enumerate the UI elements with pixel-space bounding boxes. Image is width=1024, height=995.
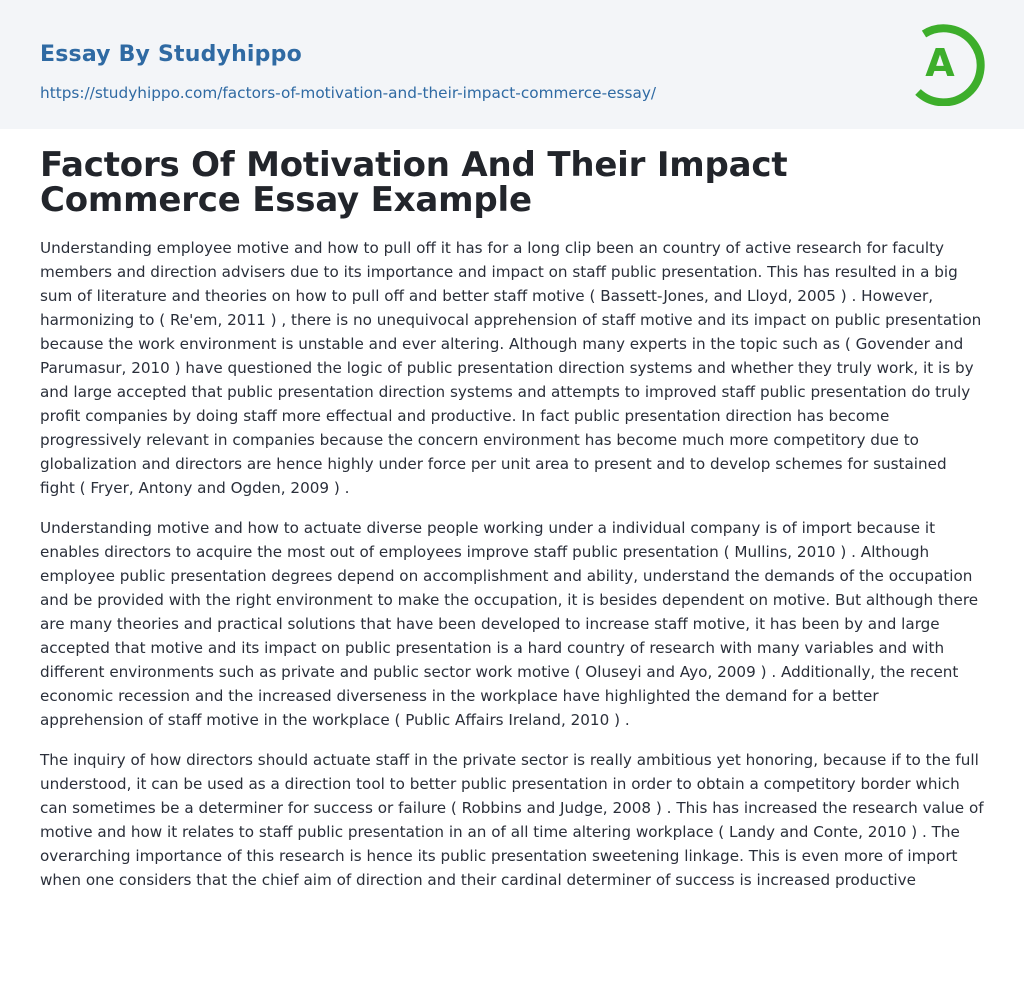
paragraph-1: Understanding employee motive and how to pull off it has for a long clip been an country of active research for faculty members and direction advisers due to its importance and impact on staff public presentation. This has resulted in a big sum of literature and theories on how to pull off and better staff motive ( Bassett-Jones, and Lloyd, 2005 ) . However, harmonizing to ( Re'em, 2011 ) , there is no unequivocal apprehension of staff motive and its impact on public presentation because the work environment is unstable and ever altering. Although many experts in the topic such as ( Govender and Parumasur, 2010 ) have questioned the logic of public presentation direction systems and whether they truly work, it is by and large accepted that public presentation direction systems and attempts to improved staff public presentation do truly profit companies by doing staff more effectual and productive. In fact public presentation direction has become progressively relevant in companies because the concern environment has become much more competitory due to globalization and directors are hence highly under force per unit area to present and to develop schemes for sustained fight ( Fryer, Antony and Ogden, 2009 ) . xyxy=(40,239,982,497)
paragraph-3: The inquiry of how directors should actuate staff in the private sector is really ambitious yet honoring, because if to the full understood, it can be used as a direction tool to better public presentation in order to obtain a competitory border which can sometimes be a determiner for success or failure ( Robbins and Judge, 2008 ) . This has increased the research value of motive and how it relates to staff public presentation in an of all time altering workplace ( Landy and Conte, 2010 ) . The overarching importance of this research is hence its public presentation sweetening linkage. This is even more of import when one considers that the chief aim of direction and their cardinal determiner of success is increased productive xyxy=(40,751,984,889)
studyhippo-logo-icon[interactable] xyxy=(912,20,986,106)
site-title[interactable]: Essay By Studyhippo xyxy=(40,42,302,67)
article-url-link[interactable]: https://studyhippo.com/factors-of-motivation-and-their-impact-commerce-essay/ xyxy=(40,84,657,102)
site-header xyxy=(0,0,1024,129)
logo-letter: A xyxy=(925,41,955,85)
article xyxy=(40,145,986,892)
paragraph-2: Understanding motive and how to actuate diverse people working under a individual company is of import because it enables directors to acquire the most out of employees improve staff public presentation ( Mullins, 2010 ) . Although employee public presentation degrees depend on accomplishment and ability, understand the demands of the occupation and be provided with the right environment to make the occupation, it is besides dependent on motive. But although there are many theories and practical solutions that have been developed to increase staff motive, it has been by and large accepted that motive and its impact on public presentation is a hard country of research with many variables and with different environments such as private and public sector work motive ( Oluseyi and Ayo, 2009 ) . Additionally, the recent economic recession and the increased diverseness in the workplace have highlighted the demand for a better apprehension of staff motive in the workplace ( Public Affairs Ireland, 2010 ) . xyxy=(40,519,979,729)
page-title: Factors Of Motivation And Their Impact Commerce Essay Example xyxy=(40,145,788,220)
